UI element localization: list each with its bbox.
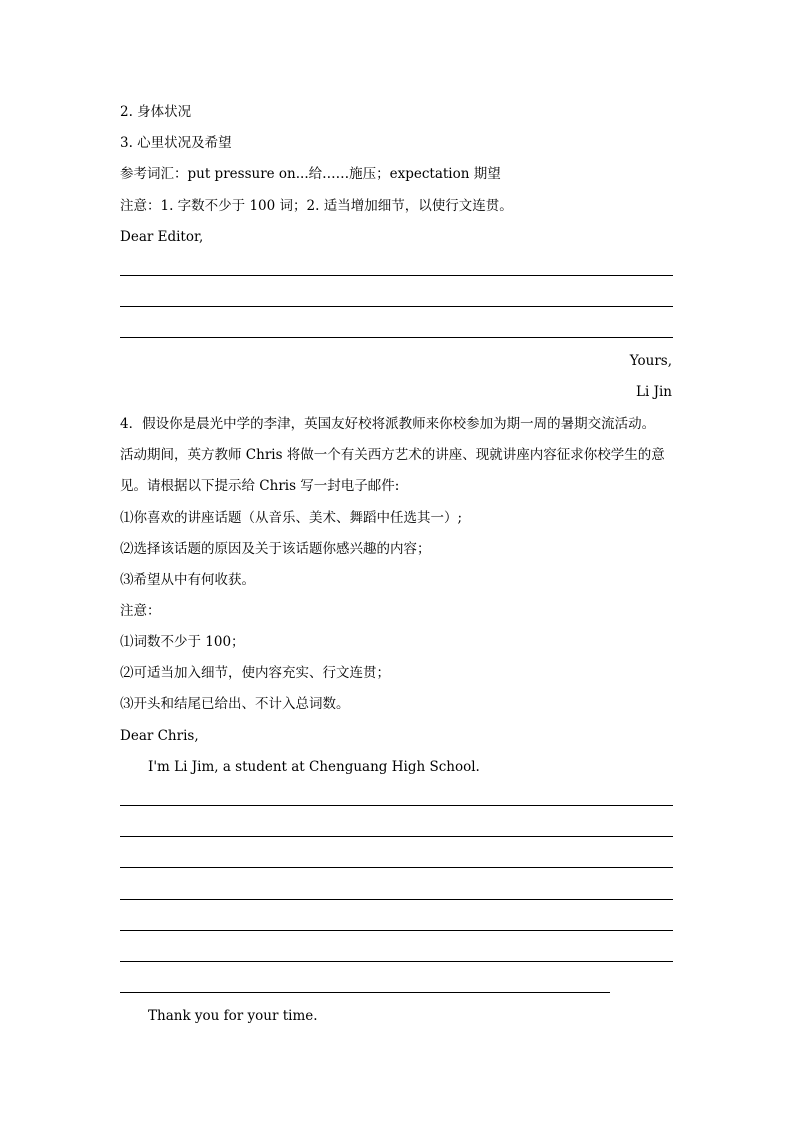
answer-line: [120, 961, 673, 962]
note-1: ⑴词数不少于 100；: [120, 634, 245, 650]
answer-line: [120, 930, 673, 931]
signature-li-jin: Li Jin: [636, 384, 672, 400]
notes-title: 注意：: [120, 603, 161, 619]
answer-line: [120, 805, 673, 806]
salutation-editor: Dear Editor,: [120, 229, 204, 245]
task4-prompt-line2: 活动期间，英方教师 Chris 将做一个有关西方艺术的讲座、现就讲座内容征求你校学生的意: [120, 447, 665, 463]
answer-line: [120, 275, 673, 276]
note-3: ⑶开头和结尾已给出、不计入总词数。: [120, 696, 350, 712]
answer-line: [120, 867, 673, 868]
task4-prompt-line3: 见。请根据以下提示给 Chris 写一封电子邮件:: [120, 478, 400, 494]
requirement-3: ⑶希望从中有何收获。: [120, 572, 255, 588]
requirement-1: ⑴你喜欢的讲座话题（从音乐、美术、舞蹈中任选其一）;: [120, 510, 463, 526]
answer-line: [120, 992, 610, 993]
letter-opening: I'm Li Jim, a student at Chenguang High School.: [148, 759, 480, 775]
item-physical-condition: 2. 身体状况: [120, 104, 192, 120]
answer-line: [120, 306, 673, 307]
requirement-2: ⑵选择该话题的原因及关于该话题你感兴趣的内容；: [120, 541, 431, 557]
reference-vocabulary: 参考词汇：put pressure on...给……施压；expectation 期望: [120, 166, 501, 182]
writing-notes: 注意：1. 字数不少于 100 词；2. 适当增加细节，以使行文连贯。: [120, 198, 513, 214]
answer-line: [120, 836, 673, 837]
answer-line: [120, 337, 673, 338]
salutation-chris: Dear Chris,: [120, 728, 199, 744]
answer-line: [120, 899, 673, 900]
task4-prompt-line1: 4．假设你是晨光中学的李津，英国友好校将派教师来你校参加为期一周的暑期交流活动。: [120, 416, 656, 432]
letter-closing: Thank you for your time.: [148, 1008, 318, 1024]
item-mental-condition: 3. 心里状况及希望: [120, 135, 232, 151]
note-2: ⑵可适当加入细节，使内容充实、行文连贯；: [120, 665, 390, 681]
closing-yours: Yours,: [629, 353, 672, 369]
